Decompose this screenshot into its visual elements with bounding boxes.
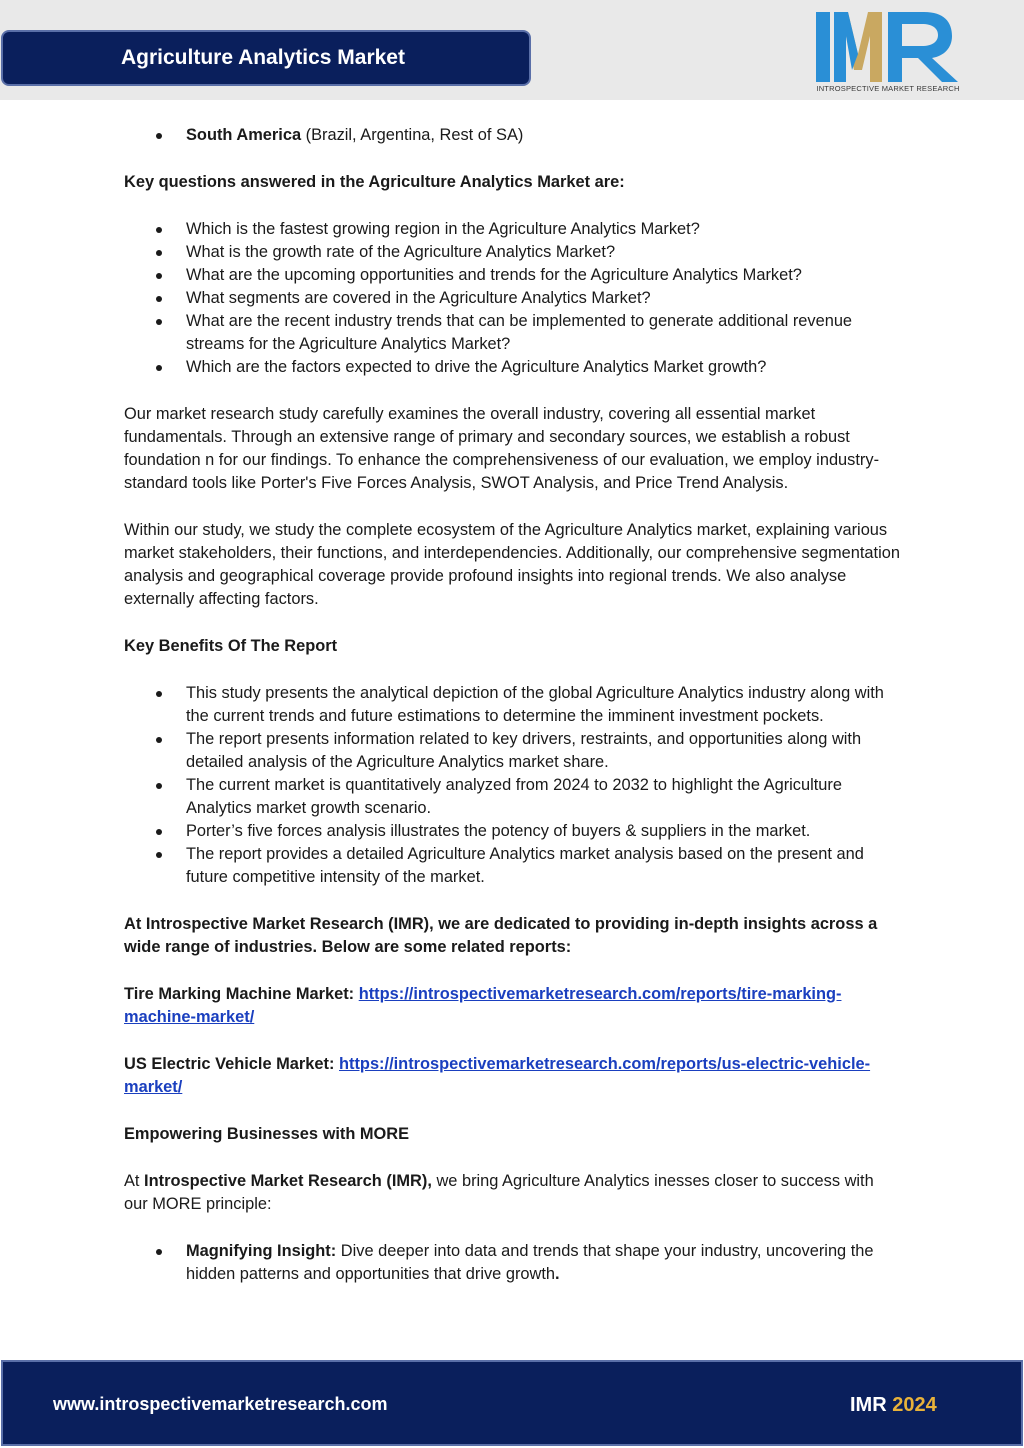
- related-report: [124, 1053, 900, 1099]
- list-item: South America (Brazil, Argentina, Rest of SA): [124, 124, 900, 147]
- page-title: Agriculture Analytics Market: [121, 46, 405, 69]
- list-item: This study presents the analytical depiction of the global Agriculture Analytics industry along with the current trends and future estimations to determine the imminent investment pockets.: [124, 682, 900, 728]
- list-item: Porter’s five forces analysis illustrates the potency of buyers & suppliers in the market.: [124, 820, 900, 843]
- more-intro: At Introspective Market Research (IMR), we bring Agriculture Analytics inesses closer to success with our MORE principle:: [124, 1172, 874, 1213]
- related-report-label: Tire Marking Machine Market:: [124, 985, 359, 1003]
- list-item: Which is the fastest growing region in the Agriculture Analytics Market?: [124, 218, 900, 241]
- footer-website: www.introspectivemarketresearch.com: [53, 1394, 388, 1414]
- paragraph: Within our study, we study the complete ecosystem of the Agriculture Analytics market, explaining various market stakeholders, their functions, and interdependencies. Additionally, our comprehensive segmentation analysis and geographical coverage provide profound insights into regional trends. We also analyse externally affecting factors.: [124, 521, 900, 608]
- paragraph: Our market research study carefully examines the overall industry, covering all essential market fundamentals. Through an extensive range of primary and secondary sources, we establish a robust foundation n for our findings. To enhance the comprehensiveness of our evaluation, we employ industry-standard tools like Porter's Five Forces Analysis, SWOT Analysis, and Price Trend Analysis.: [124, 405, 880, 492]
- key-questions-heading: Key questions answered in the Agriculture Analytics Market are:: [124, 173, 625, 191]
- related-report-link[interactable]: https://introspectivemarketresearch.com/reports/tire-marking-machine-market/: [124, 985, 842, 1026]
- list-item: What are the upcoming opportunities and trends for the Agriculture Analytics Market?: [124, 264, 900, 287]
- imr-statement: At Introspective Market Research (IMR), we are dedicated to providing in-depth insights across a wide range of industries. Below are some related reports:: [124, 915, 878, 956]
- key-questions-list: [124, 218, 900, 379]
- list-item: Magnifying Insight: Dive deeper into data and trends that shape your industry, uncovering the hidden patterns and opportunities that drive growth.: [124, 1240, 900, 1286]
- logo-letter-r: [888, 12, 958, 82]
- related-report-link[interactable]: https://introspectivemarketresearch.com/reports/us-electric-vehicle-market/: [124, 1055, 871, 1096]
- logo-letter-m-left: [834, 12, 858, 82]
- list-item: What is the growth rate of the Agriculture Analytics Market?: [124, 241, 900, 264]
- footer-brand: IMR 2024: [850, 1394, 937, 1416]
- footer-year: 2024: [892, 1394, 937, 1416]
- document-body: [124, 124, 900, 1310]
- benefits-list: [124, 682, 900, 889]
- related-report-label: US Electric Vehicle Market:: [124, 1055, 339, 1073]
- list-item: The report provides a detailed Agriculture Analytics market analysis based on the present and future competitive intensity of the market.: [124, 843, 900, 889]
- more-list: [124, 1240, 900, 1286]
- list-item: What segments are covered in the Agriculture Analytics Market?: [124, 287, 900, 310]
- logo-letter-i: [816, 12, 830, 82]
- list-item: The current market is quantitatively analyzed from 2024 to 2032 to highlight the Agriculture Analytics market growth scenario.: [124, 774, 900, 820]
- list-item: The report presents information related to key drivers, restraints, and opportunities along with detailed analysis of the Agriculture Analytics market share.: [124, 728, 900, 774]
- related-report: [124, 983, 900, 1029]
- logo-caption: INTROSPECTIVE MARKET RESEARCH: [816, 84, 960, 93]
- region-list: [124, 124, 900, 147]
- benefits-heading: Key Benefits Of The Report: [124, 637, 338, 655]
- more-heading: Empowering Businesses with MORE: [124, 1125, 410, 1143]
- list-item: Which are the factors expected to drive the Agriculture Analytics Market growth?: [124, 356, 900, 379]
- list-item: What are the recent industry trends that can be implemented to generate additional revenue streams for the Agriculture Analytics Market?: [124, 310, 900, 356]
